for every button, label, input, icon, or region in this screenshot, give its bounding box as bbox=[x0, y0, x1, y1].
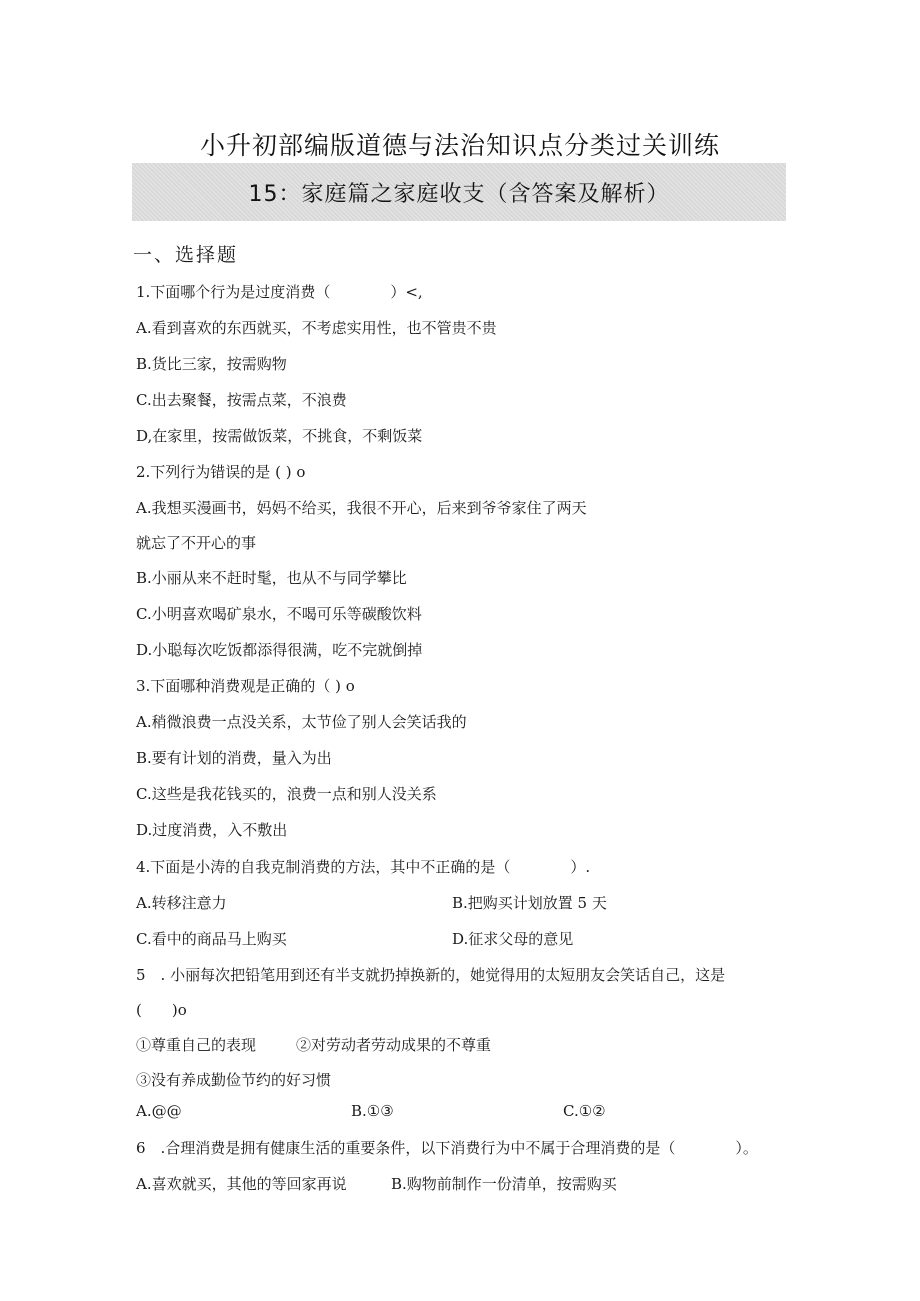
question-2-option-b: B.小丽从来不赶时髦，也从不与同学攀比 bbox=[136, 569, 407, 587]
question-4-option-b: B.把购买计划放置 5 天 bbox=[452, 894, 607, 912]
question-2-option-a: A.我想买漫画书，妈妈不给买，我很不开心，后来到爷爷家住了两天 bbox=[136, 499, 587, 517]
question-5-option-c: C.①② bbox=[563, 1102, 606, 1120]
question-1-option-a: A.看到喜欢的东西就买，不考虑实用性，也不管贵不贵 bbox=[136, 319, 497, 337]
question-3-stem: 3.下面哪种消费观是正确的（ ) o bbox=[136, 677, 355, 695]
question-4-option-a: A.转移注意力 bbox=[136, 894, 227, 912]
section-heading: 一、选择题 bbox=[133, 244, 239, 266]
question-6-stem: 6 .合理消费是拥有健康生活的重要条件，以下消费行为中不属于合理消费的是（ ）。 bbox=[136, 1139, 758, 1157]
question-3-option-a: A.稍微浪费一点没关系，太节俭了别人会笑话我的 bbox=[136, 713, 467, 731]
question-5-statement-2: ②对劳动者劳动成果的不尊重 bbox=[296, 1036, 492, 1054]
question-4-stem: 4.下面是小涛的自我克制消费的方法，其中不正确的是（ ）. bbox=[136, 858, 591, 876]
question-4-option-c: C.看中的商品马上购买 bbox=[136, 930, 287, 948]
question-2-option-c: C.小明喜欢喝矿泉水，不喝可乐等碳酸饮料 bbox=[136, 605, 422, 623]
subtitle-band bbox=[132, 163, 786, 221]
question-5-option-b: B.①③ bbox=[351, 1102, 394, 1120]
question-6-option-a: A.喜欢就买，其他的等回家再说 bbox=[136, 1175, 347, 1193]
document-subtitle: 15：家庭篇之家庭收支（含答案及解析） bbox=[248, 181, 670, 207]
question-1-option-c: C.出去聚餐，按需点菜，不浪费 bbox=[136, 391, 347, 409]
question-6-option-b: B.购物前制作一份清单，按需购买 bbox=[391, 1175, 617, 1193]
question-3-option-d: D.过度消费，入不敷出 bbox=[136, 821, 288, 839]
question-5-statement-1: ①尊重自己的表现 bbox=[136, 1036, 257, 1054]
question-5-stem: 5 . 小丽每次把铅笔用到还有半支就扔掉换新的，她觉得用的太短朋友会笑话自己，这是 bbox=[136, 966, 726, 984]
question-5-statement-3: ③没有养成勤俭节约的好习惯 bbox=[136, 1071, 332, 1089]
question-3-option-c: C.这些是我花钱买的，浪费一点和别人没关系 bbox=[136, 785, 437, 803]
question-4-option-d: D.征求父母的意见 bbox=[452, 930, 574, 948]
document-title: 小升初部编版道德与法治知识点分类过关训练 bbox=[199, 131, 720, 160]
question-3-option-b: B.要有计划的消费，量入为出 bbox=[136, 749, 332, 767]
question-2-stem: 2.下列行为错误的是 ( ) o bbox=[136, 463, 306, 481]
question-2-option-a-cont: 就忘了不开心的事 bbox=[136, 534, 257, 552]
question-1-option-b: B.货比三家，按需购物 bbox=[136, 355, 287, 373]
question-5-blank: ( )o bbox=[136, 1001, 187, 1019]
question-5-option-a: A.@@ bbox=[136, 1102, 182, 1120]
question-2-option-d: D.小聪每次吃饭都添得很满，吃不完就倒掉 bbox=[136, 641, 423, 659]
question-1-option-d: D,在家里，按需做饭菜，不挑食，不剩饭菜 bbox=[136, 427, 423, 445]
question-1-stem: 1.下面哪个行为是过度消费（ ）<, bbox=[136, 283, 423, 301]
